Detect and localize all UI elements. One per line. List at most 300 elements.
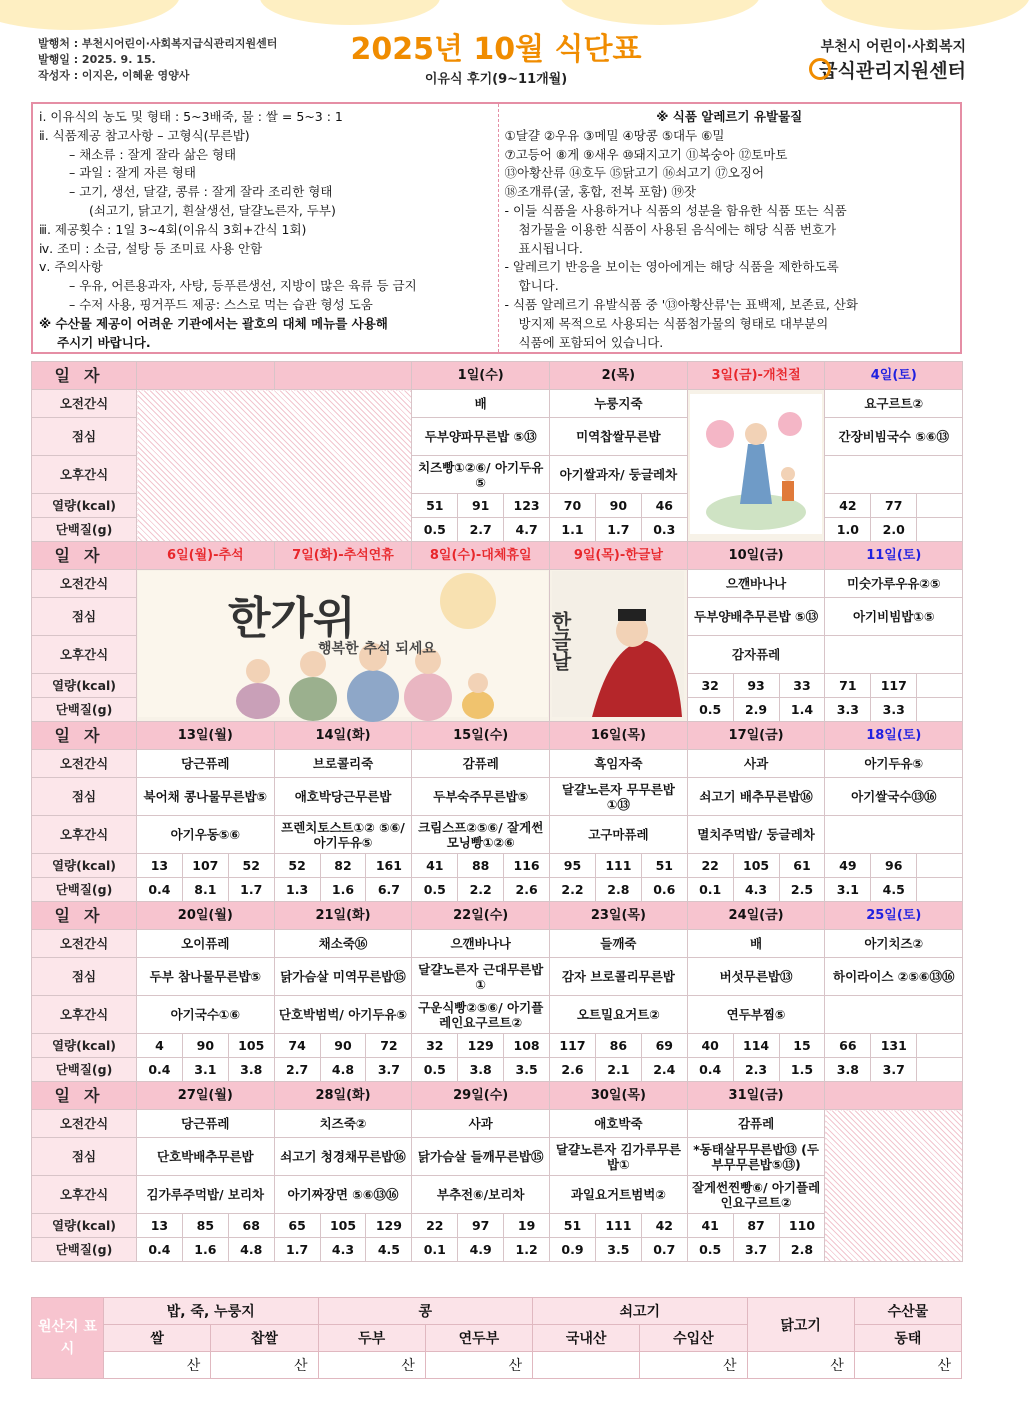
am-snack-menu: 애호박죽 xyxy=(550,1110,688,1138)
kcal-value: 22 xyxy=(412,1214,458,1238)
protein-value: 2.5 xyxy=(779,878,825,902)
day-label: 일자 xyxy=(32,362,137,390)
day-header: 1일(수) xyxy=(412,362,550,390)
lunch-menu: 달걀노른자 근대무른밥① xyxy=(412,958,550,996)
pm-snack-label: 오후간식 xyxy=(32,636,137,674)
kcal-value: 65 xyxy=(274,1214,320,1238)
protein-label: 단백질(g) xyxy=(32,1238,137,1262)
kcal-value: 40 xyxy=(687,1034,733,1058)
kcal-value: 161 xyxy=(366,854,412,878)
day-header: 23일(목) xyxy=(550,902,688,930)
kcal-value: 90 xyxy=(182,1034,228,1058)
protein-value xyxy=(917,878,963,902)
protein-value: 0.5 xyxy=(412,1058,458,1082)
kcal-value: 91 xyxy=(458,494,504,518)
kcal-value: 97 xyxy=(458,1214,504,1238)
origin-value: 산 xyxy=(854,1352,961,1379)
am-snack-menu: 배 xyxy=(687,930,825,958)
kcal-value: 105 xyxy=(228,1034,274,1058)
origin-label: 원산지 표시 xyxy=(32,1298,104,1379)
lunch-label: 점심 xyxy=(32,598,137,636)
info-line: ⑬아황산류 ⑭호두 ⑮닭고기 ⑯쇠고기 ⑰오징어 xyxy=(504,165,765,181)
kcal-label: 열량(kcal) xyxy=(32,854,137,878)
protein-value: 3.8 xyxy=(228,1058,274,1082)
day-label: 일자 xyxy=(32,902,137,930)
lunch-label: 점심 xyxy=(32,1138,137,1176)
protein-value: 3.8 xyxy=(458,1058,504,1082)
kcal-value: 74 xyxy=(274,1034,320,1058)
origin-table xyxy=(31,1297,962,1379)
info-line: - 이들 식품을 사용하거나 식품의 성분을 함유한 식품 또는 식품 xyxy=(504,202,847,218)
protein-value: 2.8 xyxy=(595,878,641,902)
am-snack-menu: 아기치즈② xyxy=(825,930,963,958)
pm-snack-menu: 단호박범벅/ 아기두유⑤ xyxy=(274,996,412,1034)
pm-snack-menu: 감자퓨레 xyxy=(687,636,825,674)
day-header: 8일(수)-대체휴일 xyxy=(412,542,550,570)
kcal-label: 열량(kcal) xyxy=(32,674,137,698)
pm-snack-menu: 아기우동⑤⑥ xyxy=(137,816,275,854)
day-header: 9일(목)-한글날 xyxy=(550,542,688,570)
kcal-value: 85 xyxy=(182,1214,228,1238)
kcal-value: 110 xyxy=(779,1214,825,1238)
protein-value: 0.3 xyxy=(641,518,687,542)
day-label: 일자 xyxy=(32,1082,137,1110)
day-header xyxy=(825,1082,963,1110)
pm-snack-label: 오후간식 xyxy=(32,996,137,1034)
day-header: 21일(화) xyxy=(274,902,412,930)
pm-snack-menu xyxy=(825,636,963,674)
am-snack-menu: 배 xyxy=(412,390,550,418)
lunch-menu: 북어채 콩나물무른밥⑤ xyxy=(137,778,275,816)
am-snack-label: 오전간식 xyxy=(32,930,137,958)
origin-group-bean: 콩 xyxy=(318,1298,533,1325)
origin-value xyxy=(533,1352,640,1379)
kcal-value: 90 xyxy=(595,494,641,518)
day-header: 14일(화) xyxy=(274,722,412,750)
protein-value: 2.2 xyxy=(550,878,596,902)
protein-value: 1.7 xyxy=(228,878,274,902)
info-line: – 고기, 생선, 달걀, 콩류 : 잘게 잘라 조리한 형태 xyxy=(69,184,333,200)
day-header: 25일(토) xyxy=(825,902,963,930)
kcal-value: 117 xyxy=(871,674,917,698)
info-line: - 알레르기 반응을 보이는 영아에게는 해당 식품을 제한하도록 xyxy=(504,259,839,275)
am-snack-menu: 당근퓨레 xyxy=(137,1110,275,1138)
pm-snack-label: 오후간식 xyxy=(32,816,137,854)
kcal-value: 114 xyxy=(733,1034,779,1058)
origin-value: 산 xyxy=(104,1352,211,1379)
am-snack-menu: 사과 xyxy=(412,1110,550,1138)
pm-snack-menu: 구운식빵②⑤⑥/ 아기플레인요구르트② xyxy=(412,996,550,1034)
kcal-value: 90 xyxy=(320,1034,366,1058)
lunch-menu: 두부숙주무른밥⑤ xyxy=(412,778,550,816)
kcal-value xyxy=(917,674,963,698)
day-header: 18일(토) xyxy=(825,722,963,750)
protein-label: 단백질(g) xyxy=(32,518,137,542)
protein-value: 3.7 xyxy=(366,1058,412,1082)
origin-group-rice: 밥, 죽, 누룽지 xyxy=(104,1298,319,1325)
protein-value: 3.8 xyxy=(825,1058,871,1082)
protein-value: 3.7 xyxy=(871,1058,917,1082)
am-snack-menu: 흑임자죽 xyxy=(550,750,688,778)
protein-value: 3.3 xyxy=(825,698,871,722)
protein-value: 4.9 xyxy=(458,1238,504,1262)
lunch-menu: 두부 참나물무른밥⑤ xyxy=(137,958,275,996)
kcal-value: 87 xyxy=(733,1214,779,1238)
kcal-value: 52 xyxy=(228,854,274,878)
hangul-day-image xyxy=(550,570,688,722)
protein-value: 0.5 xyxy=(687,698,733,722)
info-line: - 식품 알레르기 유발식품 중 '⑬아황산류'는 표백제, 보존료, 산화 xyxy=(504,296,858,312)
lunch-menu: 두부양배추무른밥 ⑤⑬ xyxy=(687,598,825,636)
kcal-value: 111 xyxy=(595,1214,641,1238)
day-header: 28일(화) xyxy=(274,1082,412,1110)
kcal-value: 93 xyxy=(733,674,779,698)
protein-value: 0.5 xyxy=(687,1238,733,1262)
origin-value: 산 xyxy=(640,1352,747,1379)
sejong-illustration xyxy=(548,571,684,717)
publisher: 발행처 : 부천시어린이·사회복지급식관리지원센터 xyxy=(38,37,278,50)
pm-snack-menu: 치즈빵①②⑥/ 아기두유⑤ xyxy=(412,456,550,494)
pm-snack-menu: 아기쌀과자/ 둥글레차 xyxy=(550,456,688,494)
info-line: (쇠고기, 닭고기, 흰살생선, 달걀노른자, 두부) xyxy=(89,202,336,218)
info-line: – 수저 사용, 핑거푸드 제공: 스스로 먹는 습관 형성 도움 xyxy=(69,296,373,312)
kcal-value: 13 xyxy=(137,1214,183,1238)
info-line: 표시됩니다. xyxy=(518,240,583,256)
kcal-value: 82 xyxy=(320,854,366,878)
protein-value: 6.7 xyxy=(366,878,412,902)
protein-value: 3.1 xyxy=(825,878,871,902)
kcal-value: 15 xyxy=(779,1034,825,1058)
origin-domestic: 국내산 xyxy=(533,1325,640,1352)
day-header: 6일(월)-추석 xyxy=(137,542,275,570)
kcal-value: 41 xyxy=(412,854,458,878)
page-title: 2025년 10월 식단표 xyxy=(350,32,642,67)
protein-value: 3.3 xyxy=(871,698,917,722)
protein-label: 단백질(g) xyxy=(32,878,137,902)
kcal-value: 13 xyxy=(137,854,183,878)
info-line: ⅰ. 이유식의 농도 및 형태 : 5~3배죽, 물 : 쌀 = 5~3 : 1 xyxy=(39,109,343,124)
kcal-value xyxy=(917,494,963,518)
kcal-value: 41 xyxy=(687,1214,733,1238)
protein-value: 3.5 xyxy=(595,1238,641,1262)
kcal-value: 72 xyxy=(366,1034,412,1058)
kcal-value: 22 xyxy=(687,854,733,878)
info-line: 방지제 목적으로 사용되는 식품첨가물의 형태로 대부분의 xyxy=(518,315,829,331)
origin-value: 산 xyxy=(747,1352,854,1379)
kcal-value: 69 xyxy=(641,1034,687,1058)
protein-value: 0.5 xyxy=(412,878,458,902)
origin-group-seafood: 수산물 xyxy=(854,1298,961,1325)
pm-snack-menu xyxy=(825,996,963,1034)
info-line: ⅳ. 조미 : 소금, 설탕 등 조미료 사용 안함 xyxy=(39,240,263,256)
meal-table xyxy=(31,361,963,1262)
protein-value: 0.4 xyxy=(687,1058,733,1082)
kcal-value: 51 xyxy=(641,854,687,878)
origin-pollock: 동태 xyxy=(854,1325,961,1352)
day-header: 13일(월) xyxy=(137,722,275,750)
hatched-empty xyxy=(137,390,412,542)
smile-logo-icon xyxy=(809,58,831,80)
kcal-value: 19 xyxy=(504,1214,550,1238)
logo-line2: 급식관리지원센터 xyxy=(819,60,966,82)
lunch-menu: 닭가슴살 미역무른밥⑮ xyxy=(274,958,412,996)
origin-rice: 쌀 xyxy=(104,1325,211,1352)
kcal-value: 95 xyxy=(550,854,596,878)
protein-value: 2.1 xyxy=(595,1058,641,1082)
protein-value: 1.3 xyxy=(274,878,320,902)
lunch-menu: 감자 브로콜리무른밥 xyxy=(550,958,688,996)
info-line: – 과일 : 잘게 자른 형태 xyxy=(69,165,196,181)
am-snack-menu: 으깬바나나 xyxy=(412,930,550,958)
protein-value: 2.7 xyxy=(274,1058,320,1082)
hangawi-subtitle: 행복한 추석 되세요 xyxy=(318,641,436,657)
info-line: ⅴ. 주의사항 xyxy=(39,259,103,275)
protein-value: 3.7 xyxy=(733,1238,779,1262)
origin-glutinous-rice: 찹쌀 xyxy=(211,1325,318,1352)
pm-snack-menu: 부추전⑥/보리차 xyxy=(412,1176,550,1214)
kcal-value: 77 xyxy=(871,494,917,518)
kcal-value: 123 xyxy=(504,494,550,518)
page-header xyxy=(0,0,992,100)
day-header: 17일(금) xyxy=(687,722,825,750)
pm-snack-menu xyxy=(825,816,963,854)
protein-value xyxy=(917,1058,963,1082)
info-line: 합니다. xyxy=(518,278,559,294)
kcal-label: 열량(kcal) xyxy=(32,1214,137,1238)
protein-value xyxy=(917,698,963,722)
am-snack-menu: 치즈죽② xyxy=(274,1110,412,1138)
author: 작성자 : 이지은, 이혜윤 영양사 xyxy=(38,69,190,82)
am-snack-label: 오전간식 xyxy=(32,1110,137,1138)
page-subtitle: 이유식 후기(9~11개월) xyxy=(424,72,568,87)
protein-value: 1.1 xyxy=(550,518,596,542)
kcal-value: 96 xyxy=(871,854,917,878)
chuseok-family-illustration xyxy=(138,571,548,717)
protein-value: 0.1 xyxy=(687,878,733,902)
am-snack-menu: 아기두유⑤ xyxy=(825,750,963,778)
protein-value: 1.2 xyxy=(504,1238,550,1262)
origin-imported: 수입산 xyxy=(640,1325,747,1352)
protein-label: 단백질(g) xyxy=(32,1058,137,1082)
allergy-title: ※ 식품 알레르기 유발물질 xyxy=(656,109,803,124)
day-header xyxy=(137,362,275,390)
day-label: 일자 xyxy=(32,722,137,750)
am-snack-menu: 누룽지죽 xyxy=(550,390,688,418)
info-line: ⅲ. 제공횟수 : 1일 3~4회(이유식 3회+간식 1회) xyxy=(39,221,307,237)
kcal-value xyxy=(917,1034,963,1058)
kcal-value: 51 xyxy=(412,494,458,518)
pm-snack-menu: 아기국수①⑥ xyxy=(137,996,275,1034)
protein-value: 3.1 xyxy=(182,1058,228,1082)
origin-group-beef: 쇠고기 xyxy=(533,1298,748,1325)
info-line: 주시기 바랍니다. xyxy=(57,334,151,350)
kcal-value: 117 xyxy=(550,1034,596,1058)
am-snack-menu: 오이퓨레 xyxy=(137,930,275,958)
origin-value: 산 xyxy=(318,1352,425,1379)
kcal-value: 4 xyxy=(137,1034,183,1058)
protein-value: 1.4 xyxy=(779,698,825,722)
lunch-menu: 두부양파무른밥 ⑤⑬ xyxy=(412,418,550,456)
protein-value: 0.7 xyxy=(641,1238,687,1262)
protein-value: 1.5 xyxy=(779,1058,825,1082)
protein-value: 2.6 xyxy=(504,878,550,902)
kcal-value: 86 xyxy=(595,1034,641,1058)
kcal-value: 116 xyxy=(504,854,550,878)
day-header: 3일(금)-개천절 xyxy=(687,362,825,390)
pm-snack-menu: 프렌치토스트①② ⑤⑥/아기두유⑤ xyxy=(274,816,412,854)
am-snack-menu: 당근퓨레 xyxy=(137,750,275,778)
kcal-value: 108 xyxy=(504,1034,550,1058)
pm-snack-menu: 멸치주먹밥/ 둥글레차 xyxy=(687,816,825,854)
kcal-value: 51 xyxy=(550,1214,596,1238)
pm-snack-menu: 아기짜장면 ⑤⑥⑬⑯ xyxy=(274,1176,412,1214)
hangawi-image xyxy=(137,570,550,722)
kcal-label: 열량(kcal) xyxy=(32,494,137,518)
am-snack-menu: 사과 xyxy=(687,750,825,778)
protein-value: 2.3 xyxy=(733,1058,779,1082)
protein-value: 0.4 xyxy=(137,1238,183,1262)
lunch-menu: 달걀노른자 김가루무른밥① xyxy=(550,1138,688,1176)
center-logo xyxy=(819,36,966,83)
protein-value: 4.5 xyxy=(871,878,917,902)
protein-value: 1.6 xyxy=(182,1238,228,1262)
protein-value: 4.5 xyxy=(366,1238,412,1262)
protein-value: 4.8 xyxy=(320,1058,366,1082)
kcal-value xyxy=(917,854,963,878)
kcal-value: 49 xyxy=(825,854,871,878)
lunch-menu: 애호박당근무른밥 xyxy=(274,778,412,816)
protein-value: 3.5 xyxy=(504,1058,550,1082)
lunch-menu: 아기쌀국수⑬⑯ xyxy=(825,778,963,816)
lunch-menu: 달걀노른자 무무른밥①⑬ xyxy=(550,778,688,816)
kcal-value: 71 xyxy=(825,674,871,698)
day-header xyxy=(274,362,412,390)
pm-snack-menu: 김가루주먹밥/ 보리차 xyxy=(137,1176,275,1214)
day-header: 15일(수) xyxy=(412,722,550,750)
protein-value: 4.3 xyxy=(733,878,779,902)
day-header: 20일(월) xyxy=(137,902,275,930)
info-line: – 우유, 어른용과자, 사탕, 등푸른생선, 지방이 많은 육류 등 금지 xyxy=(69,278,417,294)
lunch-menu: 미역찹쌀무른밥 xyxy=(550,418,688,456)
lunch-menu: 아기비빔밥①⑤ xyxy=(825,598,963,636)
pm-snack-menu xyxy=(825,456,963,494)
kcal-value: 88 xyxy=(458,854,504,878)
kcal-value: 42 xyxy=(825,494,871,518)
kcal-value: 129 xyxy=(366,1214,412,1238)
dangun-illustration xyxy=(690,394,822,534)
info-box xyxy=(31,102,962,354)
kcal-value: 42 xyxy=(641,1214,687,1238)
day-header: 11일(토) xyxy=(825,542,963,570)
origin-tofu: 두부 xyxy=(318,1325,425,1352)
kcal-value: 61 xyxy=(779,854,825,878)
lunch-menu: 쇠고기 청경채무른밥⑯ xyxy=(274,1138,412,1176)
kcal-value: 70 xyxy=(550,494,596,518)
protein-value: 1.0 xyxy=(825,518,871,542)
am-snack-menu: 감퓨레 xyxy=(412,750,550,778)
info-line: ⑱조개류(굴, 홍합, 전복 포함) ⑲잣 xyxy=(504,184,696,200)
lunch-menu: *동태살무무른밥⑬ (두부무무른밥⑤⑬) xyxy=(687,1138,825,1176)
protein-value: 4.3 xyxy=(320,1238,366,1262)
lunch-menu: 간장비빔국수 ⑤⑥⑬ xyxy=(825,418,963,456)
kcal-value: 111 xyxy=(595,854,641,878)
protein-value: 8.1 xyxy=(182,878,228,902)
origin-soft-tofu: 연두부 xyxy=(425,1325,532,1352)
info-line: ①달걀 ②우유 ③메밀 ④땅콩 ⑤대두 ⑥밀 xyxy=(504,127,725,143)
kcal-value: 129 xyxy=(458,1034,504,1058)
info-allergy xyxy=(499,104,961,352)
protein-value: 1.6 xyxy=(320,878,366,902)
kcal-value: 52 xyxy=(274,854,320,878)
day-header: 22일(수) xyxy=(412,902,550,930)
protein-value: 1.7 xyxy=(274,1238,320,1262)
publish-date: 발행일 : 2025. 9. 15. xyxy=(38,53,156,66)
pm-snack-menu: 고구마퓨레 xyxy=(550,816,688,854)
lunch-menu: 하이라이스 ②⑤⑥⑬⑯ xyxy=(825,958,963,996)
kcal-value: 33 xyxy=(779,674,825,698)
kcal-value: 32 xyxy=(412,1034,458,1058)
protein-value: 0.1 xyxy=(412,1238,458,1262)
protein-value: 0.4 xyxy=(137,878,183,902)
am-snack-menu: 브로콜리죽 xyxy=(274,750,412,778)
day-label: 일자 xyxy=(32,542,137,570)
lunch-menu: 닭가슴살 들깨무른밥⑮ xyxy=(412,1138,550,1176)
kcal-value: 68 xyxy=(228,1214,274,1238)
origin-group-chicken: 닭고기 xyxy=(747,1298,854,1352)
day-header: 16일(목) xyxy=(550,722,688,750)
pm-snack-menu: 연두부찜⑤ xyxy=(687,996,825,1034)
day-header: 29일(수) xyxy=(412,1082,550,1110)
am-snack-menu: 미숫가루우유②⑤ xyxy=(825,570,963,598)
logo-line1: 부천시 어린이·사회복지 xyxy=(820,39,966,55)
protein-value: 0.4 xyxy=(137,1058,183,1082)
info-line: – 채소류 : 잘게 잘라 삶은 형태 xyxy=(69,146,237,162)
pm-snack-menu: 크림스프②⑤⑥/ 잘게썬모닝빵①②⑥ xyxy=(412,816,550,854)
kcal-value: 131 xyxy=(871,1034,917,1058)
info-line: ※ 수산물 제공이 어려운 기관에서는 괄호의 대체 메뉴를 사용해 xyxy=(39,315,388,331)
lunch-label: 점심 xyxy=(32,418,137,456)
protein-value: 2.0 xyxy=(871,518,917,542)
am-snack-menu: 채소죽⑯ xyxy=(274,930,412,958)
info-line: 식품에 포함되어 있습니다. xyxy=(518,334,664,350)
kcal-value: 105 xyxy=(733,854,779,878)
protein-value: 0.5 xyxy=(412,518,458,542)
am-snack-menu: 감퓨레 xyxy=(687,1110,825,1138)
origin-value: 산 xyxy=(211,1352,318,1379)
protein-value: 0.6 xyxy=(641,878,687,902)
protein-value: 2.8 xyxy=(779,1238,825,1262)
day-header: 31일(금) xyxy=(687,1082,825,1110)
hangawi-title: 한가위 xyxy=(228,593,356,644)
kcal-value: 105 xyxy=(320,1214,366,1238)
day-header: 30일(목) xyxy=(550,1082,688,1110)
day-header: 24일(금) xyxy=(687,902,825,930)
hatched-empty xyxy=(825,1110,963,1262)
protein-value: 1.7 xyxy=(595,518,641,542)
kcal-value: 46 xyxy=(641,494,687,518)
kcal-value: 32 xyxy=(687,674,733,698)
info-line: ⑦고등어 ⑧게 ⑨새우 ⑩돼지고기 ⑪복숭아 ⑫토마토 xyxy=(504,146,788,162)
lunch-menu: 단호박배추무른밥 xyxy=(137,1138,275,1176)
pm-snack-menu: 오트밀요거트② xyxy=(550,996,688,1034)
protein-value: 4.7 xyxy=(504,518,550,542)
lunch-label: 점심 xyxy=(32,778,137,816)
am-snack-label: 오전간식 xyxy=(32,570,137,598)
day-header: 4일(토) xyxy=(825,362,963,390)
am-snack-label: 오전간식 xyxy=(32,390,137,418)
origin-value: 산 xyxy=(425,1352,532,1379)
protein-label: 단백질(g) xyxy=(32,698,137,722)
